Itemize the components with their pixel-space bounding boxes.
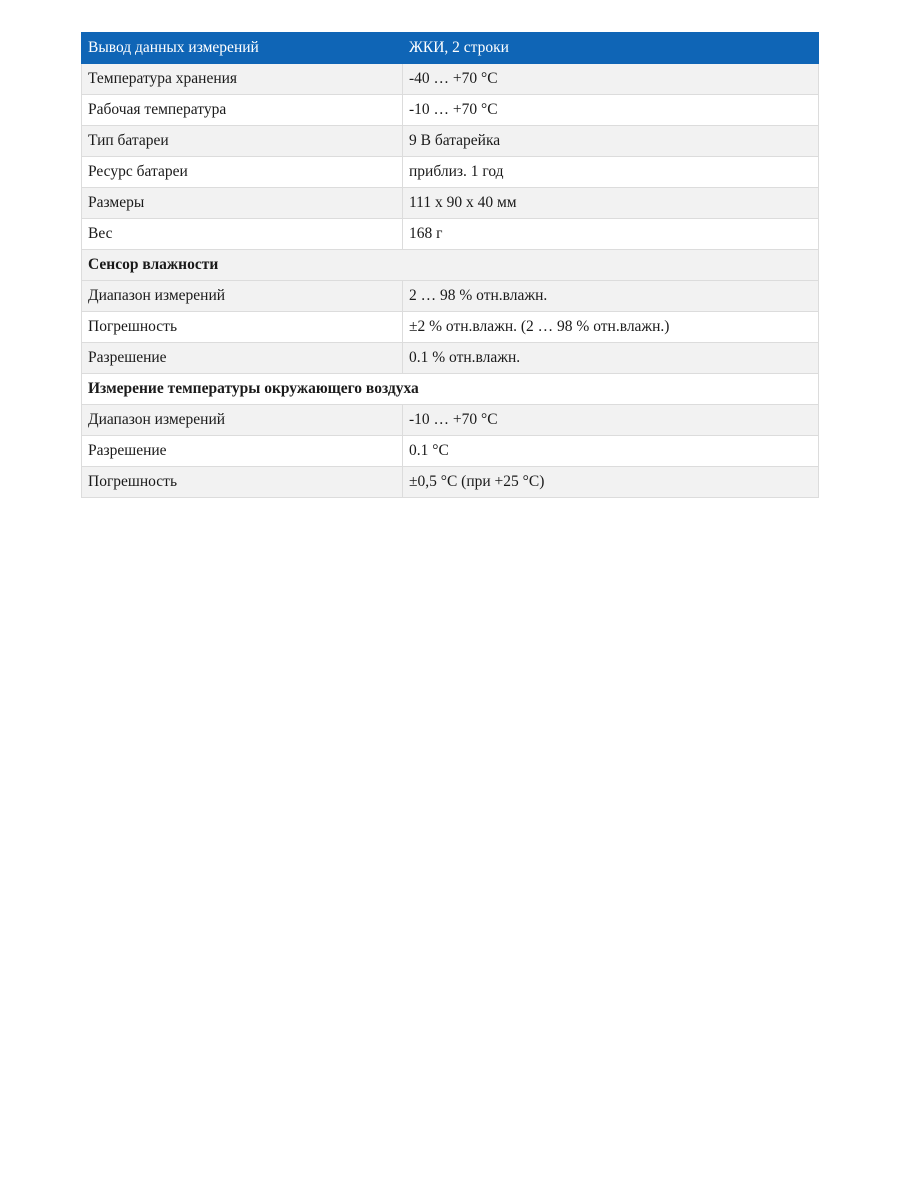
row-label: Ресурс батареи xyxy=(82,157,403,188)
table-row xyxy=(82,343,819,374)
row-label: Температура хранения xyxy=(82,64,403,95)
table-row xyxy=(82,467,819,498)
table-row xyxy=(82,436,819,467)
table-row xyxy=(82,219,819,250)
row-label: Размеры xyxy=(82,188,403,219)
row-value: ±2 % отн.влажн. (2 … 98 % отн.влажн.) xyxy=(403,312,819,343)
section-header-temperature xyxy=(82,374,819,405)
table-row xyxy=(82,405,819,436)
table-row xyxy=(82,312,819,343)
row-value: -10 … +70 °C xyxy=(403,405,819,436)
row-label: Погрешность xyxy=(82,312,403,343)
row-label: Разрешение xyxy=(82,343,403,374)
specifications-table xyxy=(81,32,819,498)
row-label: Диапазон измерений xyxy=(82,405,403,436)
section-header-humidity xyxy=(82,250,819,281)
row-value: 168 г xyxy=(403,219,819,250)
row-label: Диапазон измерений xyxy=(82,281,403,312)
row-value: -40 … +70 °C xyxy=(403,64,819,95)
section-title: Сенсор влажности xyxy=(82,250,819,281)
table-row xyxy=(82,281,819,312)
row-value: 2 … 98 % отн.влажн. xyxy=(403,281,819,312)
row-value: 0.1 °C xyxy=(403,436,819,467)
row-value: 9 В батарейка xyxy=(403,126,819,157)
row-label: Рабочая температура xyxy=(82,95,403,126)
row-value: 111 x 90 x 40 мм xyxy=(403,188,819,219)
row-label: Тип батареи xyxy=(82,126,403,157)
row-value: -10 … +70 °C xyxy=(403,95,819,126)
header-value: ЖКИ, 2 строки xyxy=(403,33,819,64)
row-label: Погрешность xyxy=(82,467,403,498)
row-label: Разрешение xyxy=(82,436,403,467)
table-row xyxy=(82,95,819,126)
header-label: Вывод данных измерений xyxy=(82,33,403,64)
row-value: ±0,5 °C (при +25 °C) xyxy=(403,467,819,498)
table-row xyxy=(82,188,819,219)
table-row xyxy=(82,157,819,188)
table-row xyxy=(82,126,819,157)
section-title: Измерение температуры окружающего воздуха xyxy=(82,374,819,405)
row-value: приблиз. 1 год xyxy=(403,157,819,188)
table-header-row xyxy=(82,33,819,64)
table-row xyxy=(82,64,819,95)
row-value: 0.1 % отн.влажн. xyxy=(403,343,819,374)
row-label: Вес xyxy=(82,219,403,250)
